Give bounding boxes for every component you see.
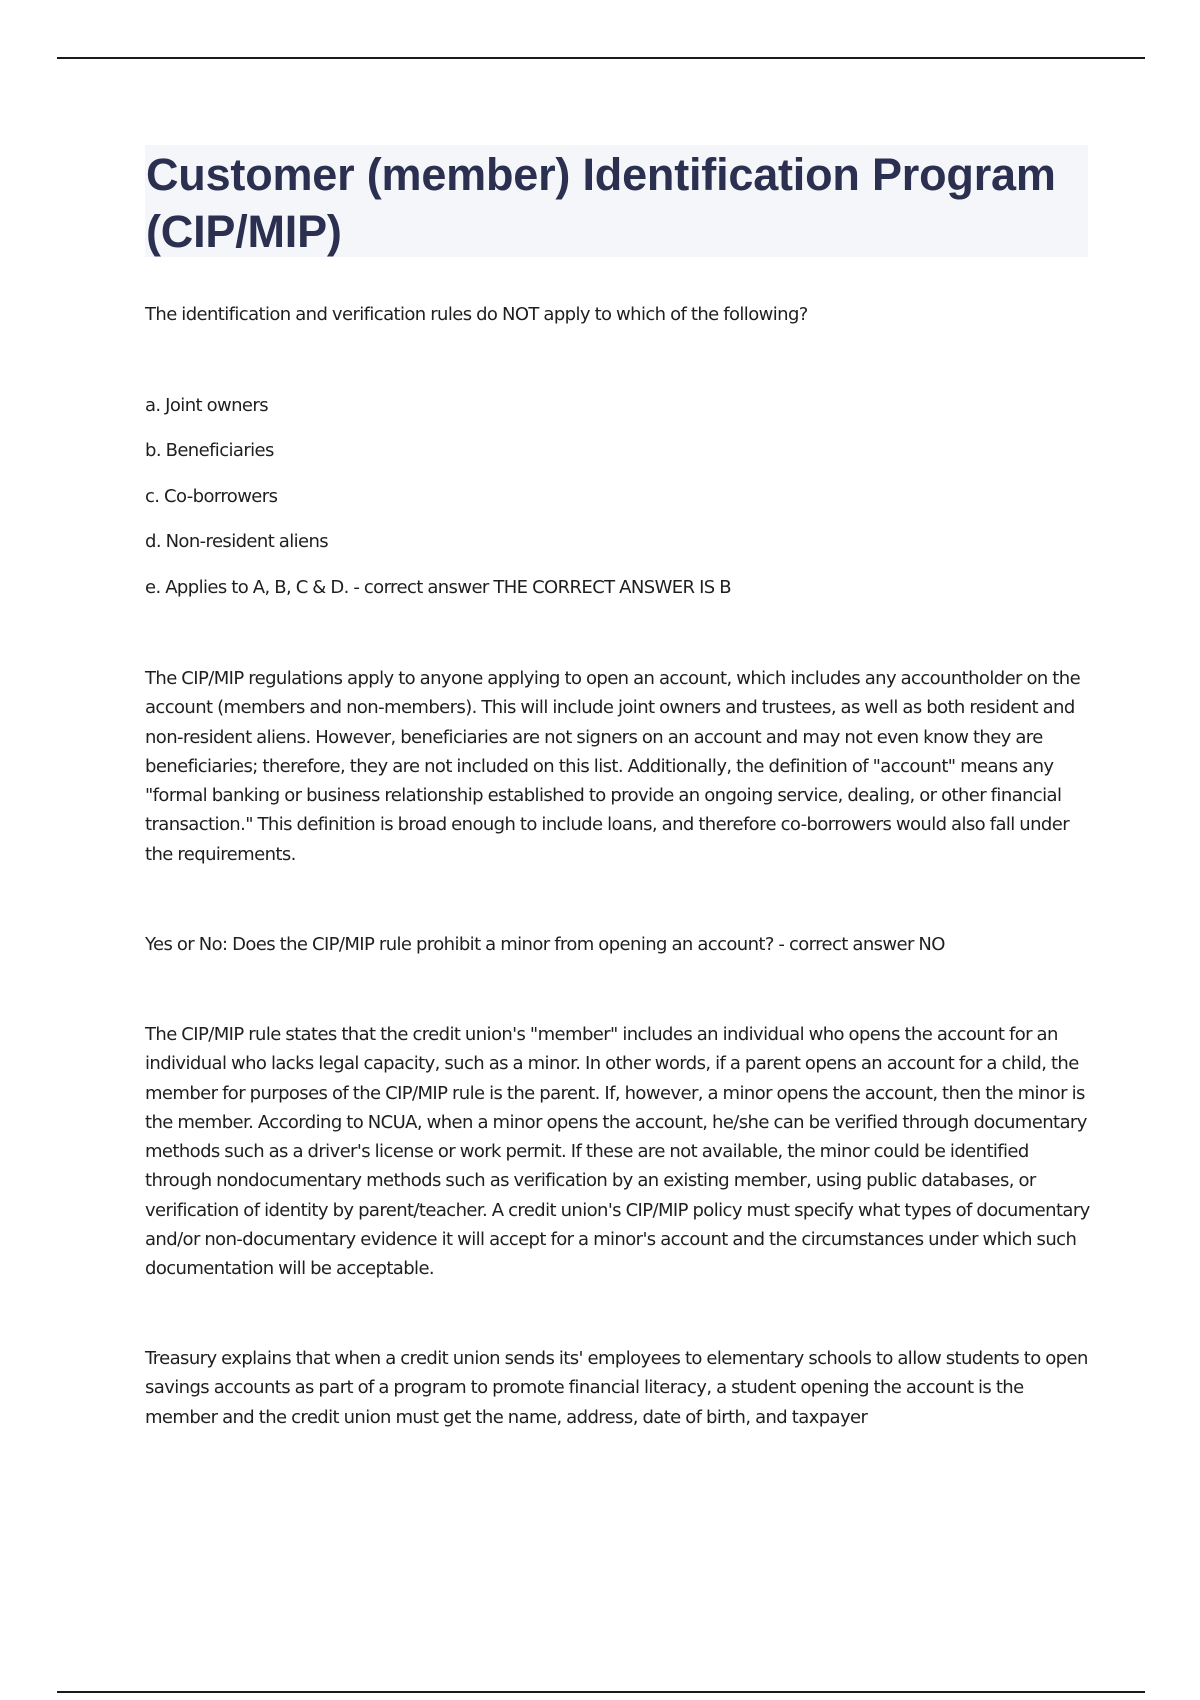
question-prompt: The identification and verification rules do NOT apply to which of the following? [145, 304, 808, 325]
bottom-rule-divider [57, 1691, 1145, 1693]
answer-option-b: b. Beneficiaries [145, 440, 274, 461]
question-prompt: Yes or No: Does the CIP/MIP rule prohibit a minor from opening an account? - correct answer NO [145, 934, 945, 955]
explanation-paragraph: The CIP/MIP rule states that the credit union's "member" includes an individual who opens the account for an individual who lacks legal capacity, such as a minor. In other words, if a parent opens an account for a child, the member for purposes of the CIP/MIP rule is the parent. If, however, a minor opens the account, then the minor is the member. According to NCUA, when a minor opens the account, he/she can be verified through documentary methods such as a driver's license or work permit. If these are not available, the minor could be identified through nondocumentary methods such as verification by an existing member, using public databases, or verification of identity by parent/teacher. A credit union's CIP/MIP policy must specify what types of documentary and/or non-documentary evidence it will accept for a minor's account and the circumstances under which such documentation will be acceptable. [145, 1024, 1090, 1280]
answer-option-d: d. Non-resident aliens [145, 531, 329, 552]
top-rule-divider [57, 57, 1145, 59]
explanation-paragraph: The CIP/MIP regulations apply to anyone applying to open an account, which includes any accountholder on the account (members and non-members). This will include joint owners and trustees, as well as both resident and non-resident aliens. However, beneficiaries are not signers on an account and may not even know they are beneficiaries; therefore, they are not included on this list. Additionally, the definition of "account" means any "formal banking or business relationship established to provide an ongoing service, dealing, or other financial transaction." This definition is broad enough to include loans, and therefore co-borrowers would also fall under the requirements. [145, 668, 1081, 865]
answer-option-e: e. Applies to A, B, C & D. - correct answer THE CORRECT ANSWER IS B [145, 577, 731, 598]
document-title: Customer (member) Identification Program (CIP/MIP) [146, 149, 1056, 257]
answer-option-a: a. Joint owners [145, 395, 268, 416]
explanation-paragraph-continued: Treasury explains that when a credit union sends its' employees to elementary schools to allow students to open savings accounts as part of a program to promote financial literacy, a student opening the account is the member and the credit union must get the name, address, date of birth, and taxpayer [145, 1348, 1088, 1428]
answer-option-c: c. Co-borrowers [145, 486, 278, 507]
